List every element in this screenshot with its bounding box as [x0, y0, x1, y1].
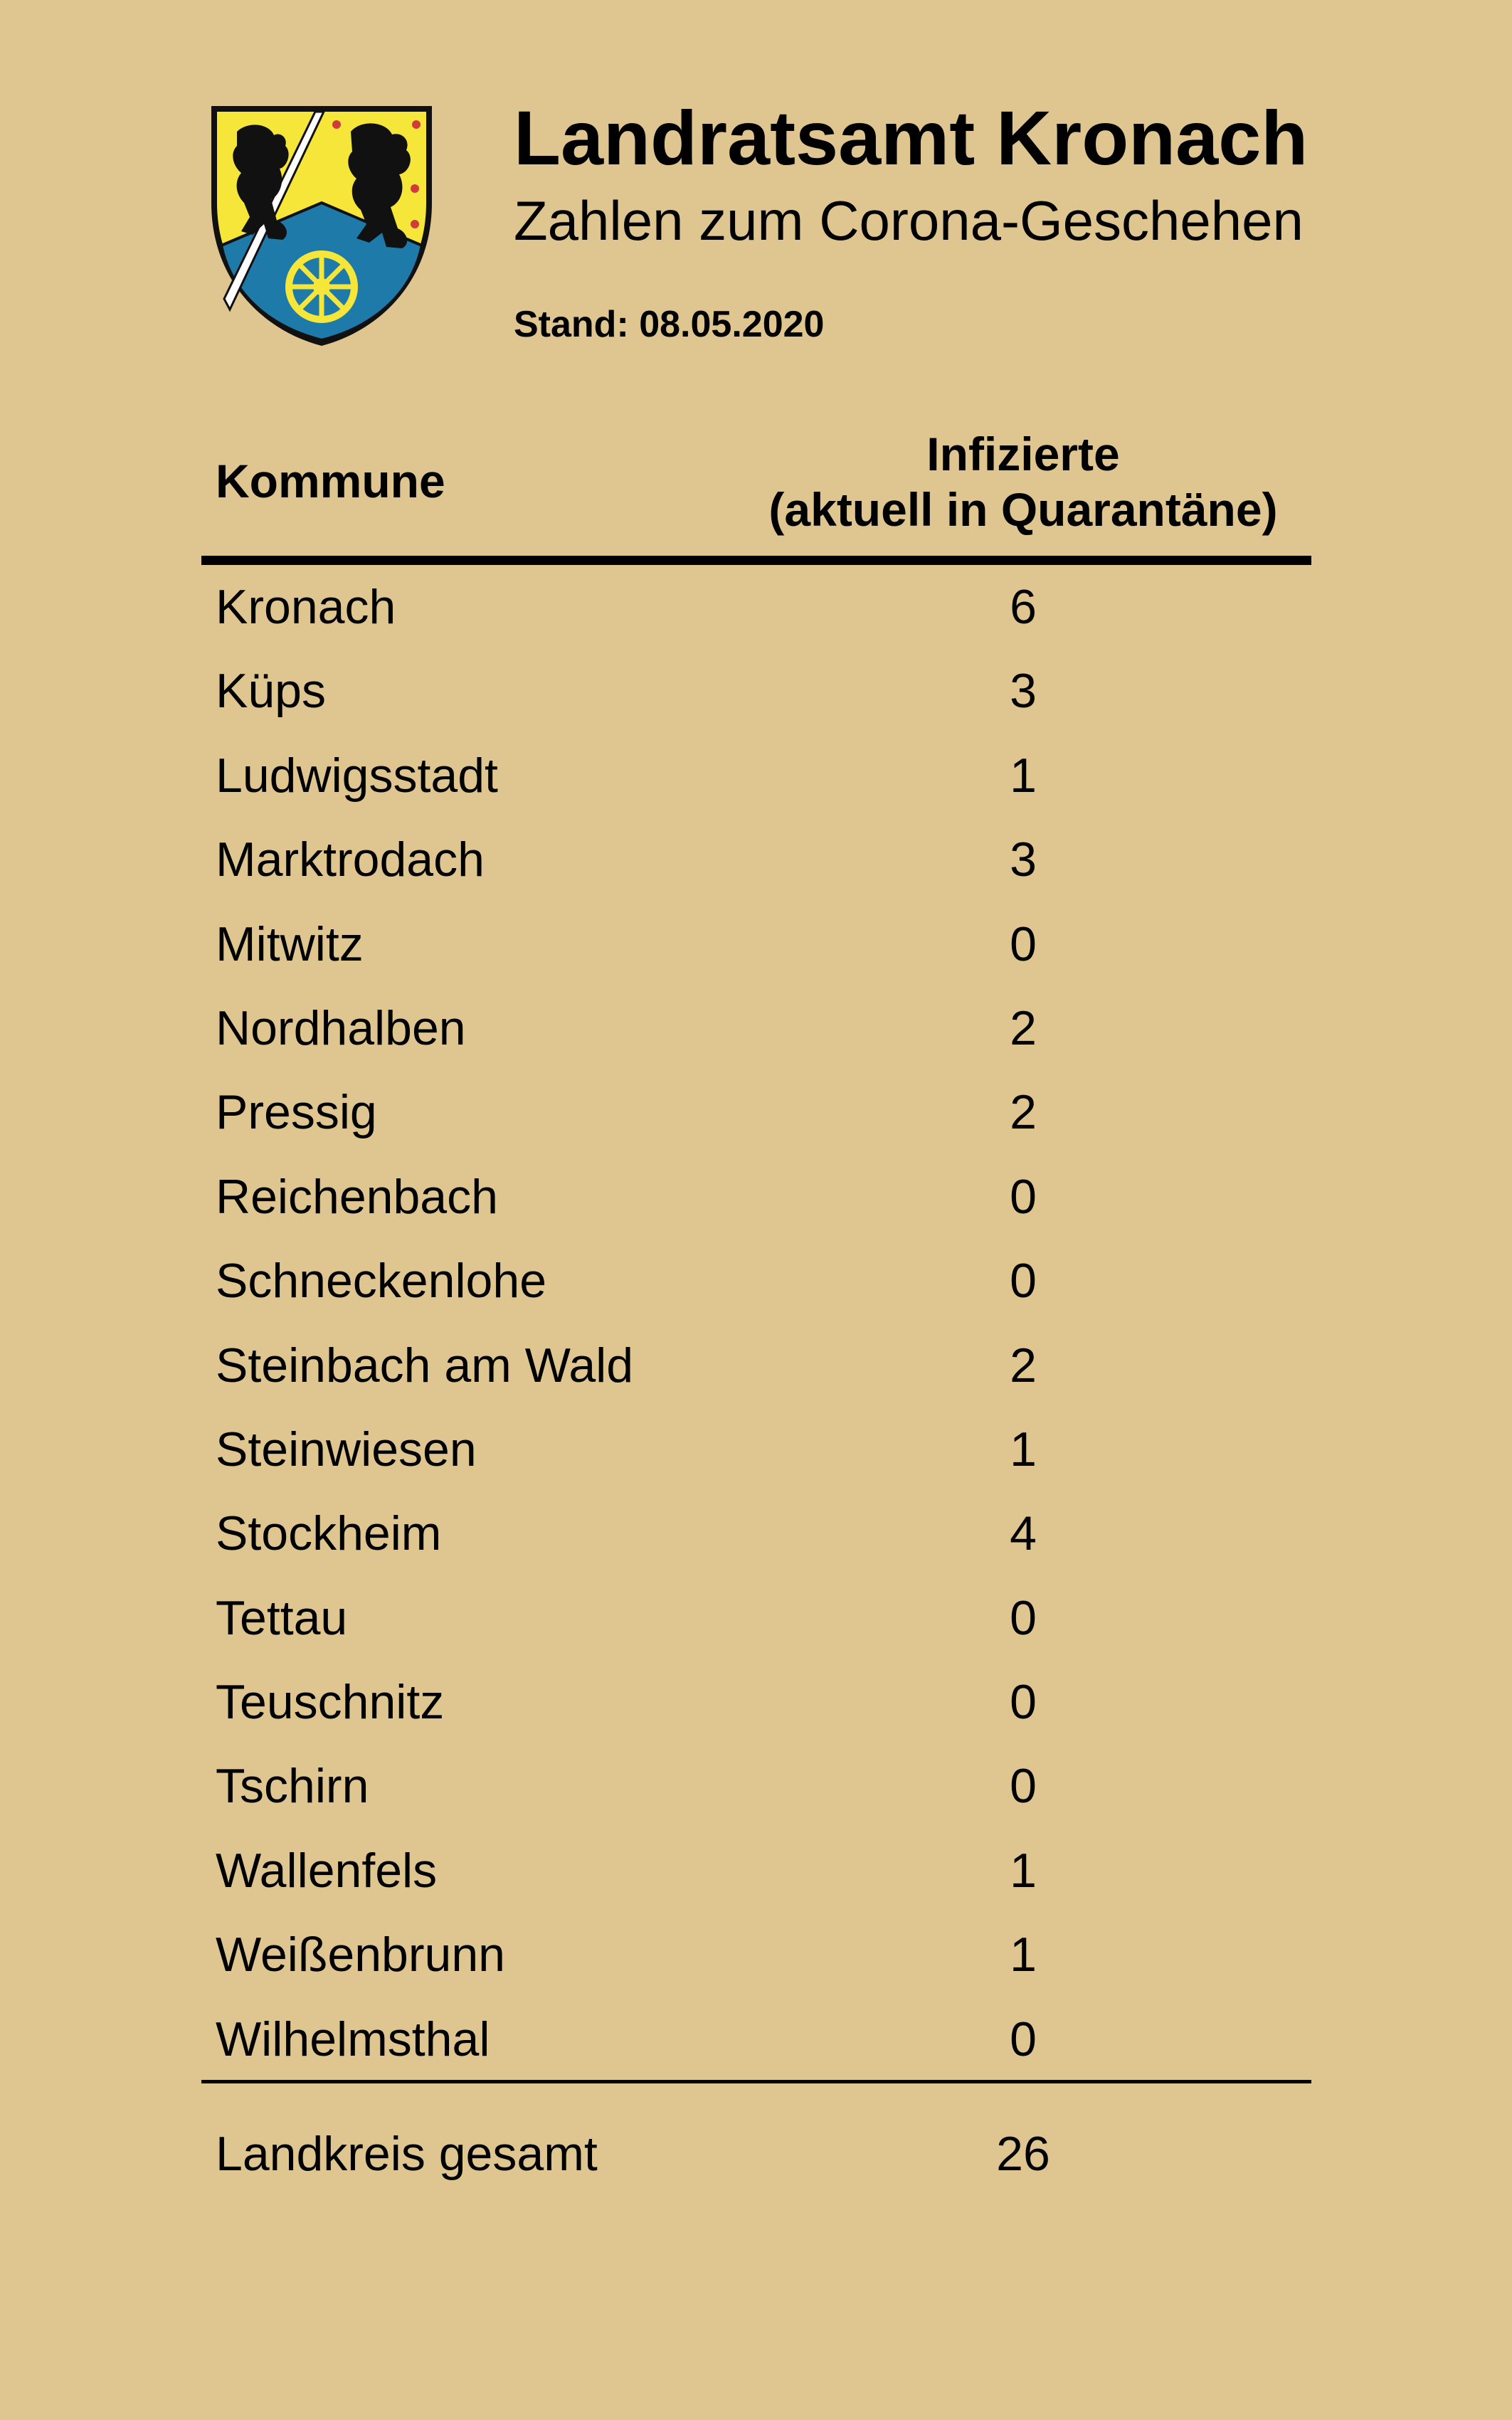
row-value: 3: [1010, 833, 1037, 887]
row-value: 1: [1010, 1843, 1037, 1898]
table-body: [0, 566, 1512, 2083]
row-value: 1: [1010, 1422, 1037, 1476]
row-name: Steinwiesen: [216, 1422, 477, 1476]
row-value: 2: [1010, 1085, 1037, 1140]
table-row: [0, 904, 1512, 988]
table-row: [0, 566, 1512, 650]
row-value: 0: [1010, 916, 1037, 971]
row-value: 1: [1010, 1928, 1037, 1982]
row-name: Ludwigsstadt: [216, 748, 498, 803]
table-row: [0, 1830, 1512, 1914]
row-name: Pressig: [216, 1085, 377, 1140]
table-row: [0, 1914, 1512, 1998]
table-row: [0, 1409, 1512, 1493]
row-name: Kronach: [216, 580, 396, 634]
table-row: [0, 1999, 1512, 2083]
row-value: 0: [1010, 1590, 1037, 1645]
row-value: 3: [1010, 664, 1037, 719]
row-value: 0: [1010, 1169, 1037, 1224]
row-name: Reichenbach: [216, 1169, 498, 1224]
row-value: 6: [1010, 580, 1037, 634]
table-row: [0, 1072, 1512, 1156]
row-name: Weißenbrunn: [216, 1928, 505, 1982]
table-row: [0, 1156, 1512, 1240]
row-name: Tschirn: [216, 1759, 369, 1814]
table-row: [0, 988, 1512, 1072]
row-value: 1: [1010, 748, 1037, 803]
row-name: Teuschnitz: [216, 1675, 445, 1730]
row-value: 0: [1010, 2012, 1037, 2066]
total-value: 26: [996, 2127, 1050, 2181]
row-name: Stockheim: [216, 1506, 442, 1561]
table-row: [0, 735, 1512, 819]
row-name: Schneckenlohe: [216, 1254, 547, 1309]
column-header-kommune: Kommune: [216, 455, 445, 507]
coat-of-arms-icon: [208, 103, 435, 349]
row-value: 4: [1010, 1506, 1037, 1561]
table-row: [0, 1240, 1512, 1324]
row-name: Wallenfels: [216, 1843, 438, 1898]
row-name: Küps: [216, 664, 326, 719]
table-row: [0, 1325, 1512, 1409]
table-row: [0, 1578, 1512, 1661]
page-subtitle: Zahlen zum Corona-Geschehen: [514, 189, 1304, 252]
total-label: Landkreis gesamt: [216, 2127, 598, 2181]
column-header-infizierte: [733, 427, 1313, 538]
table-row: [0, 650, 1512, 734]
row-name: Steinbach am Wald: [216, 1338, 634, 1393]
column-header-infizierte-line2: (aktuell in Quarantäne): [768, 482, 1278, 536]
row-value: 0: [1010, 1675, 1037, 1730]
stand-date: Stand: 08.05.2020: [514, 304, 825, 345]
table-row: [0, 819, 1512, 903]
page-title: Landratsamt Kronach: [514, 95, 1309, 181]
row-name: Mitwitz: [216, 916, 364, 971]
row-name: Tettau: [216, 1590, 348, 1645]
row-value: 0: [1010, 1759, 1037, 1814]
total-divider: [201, 2080, 1311, 2083]
row-name: Wilhelmsthal: [216, 2012, 490, 2066]
table-row: [0, 1493, 1512, 1577]
row-value: 2: [1010, 1000, 1037, 1055]
row-value: 2: [1010, 1338, 1037, 1393]
column-header-infizierte-line1: Infizierte: [926, 428, 1120, 480]
row-value: 0: [1010, 1254, 1037, 1309]
row-name: Marktrodach: [216, 833, 485, 887]
table-row: [0, 1745, 1512, 1829]
header-divider: [201, 556, 1311, 565]
row-name: Nordhalben: [216, 1000, 466, 1055]
table-row: [0, 1661, 1512, 1745]
